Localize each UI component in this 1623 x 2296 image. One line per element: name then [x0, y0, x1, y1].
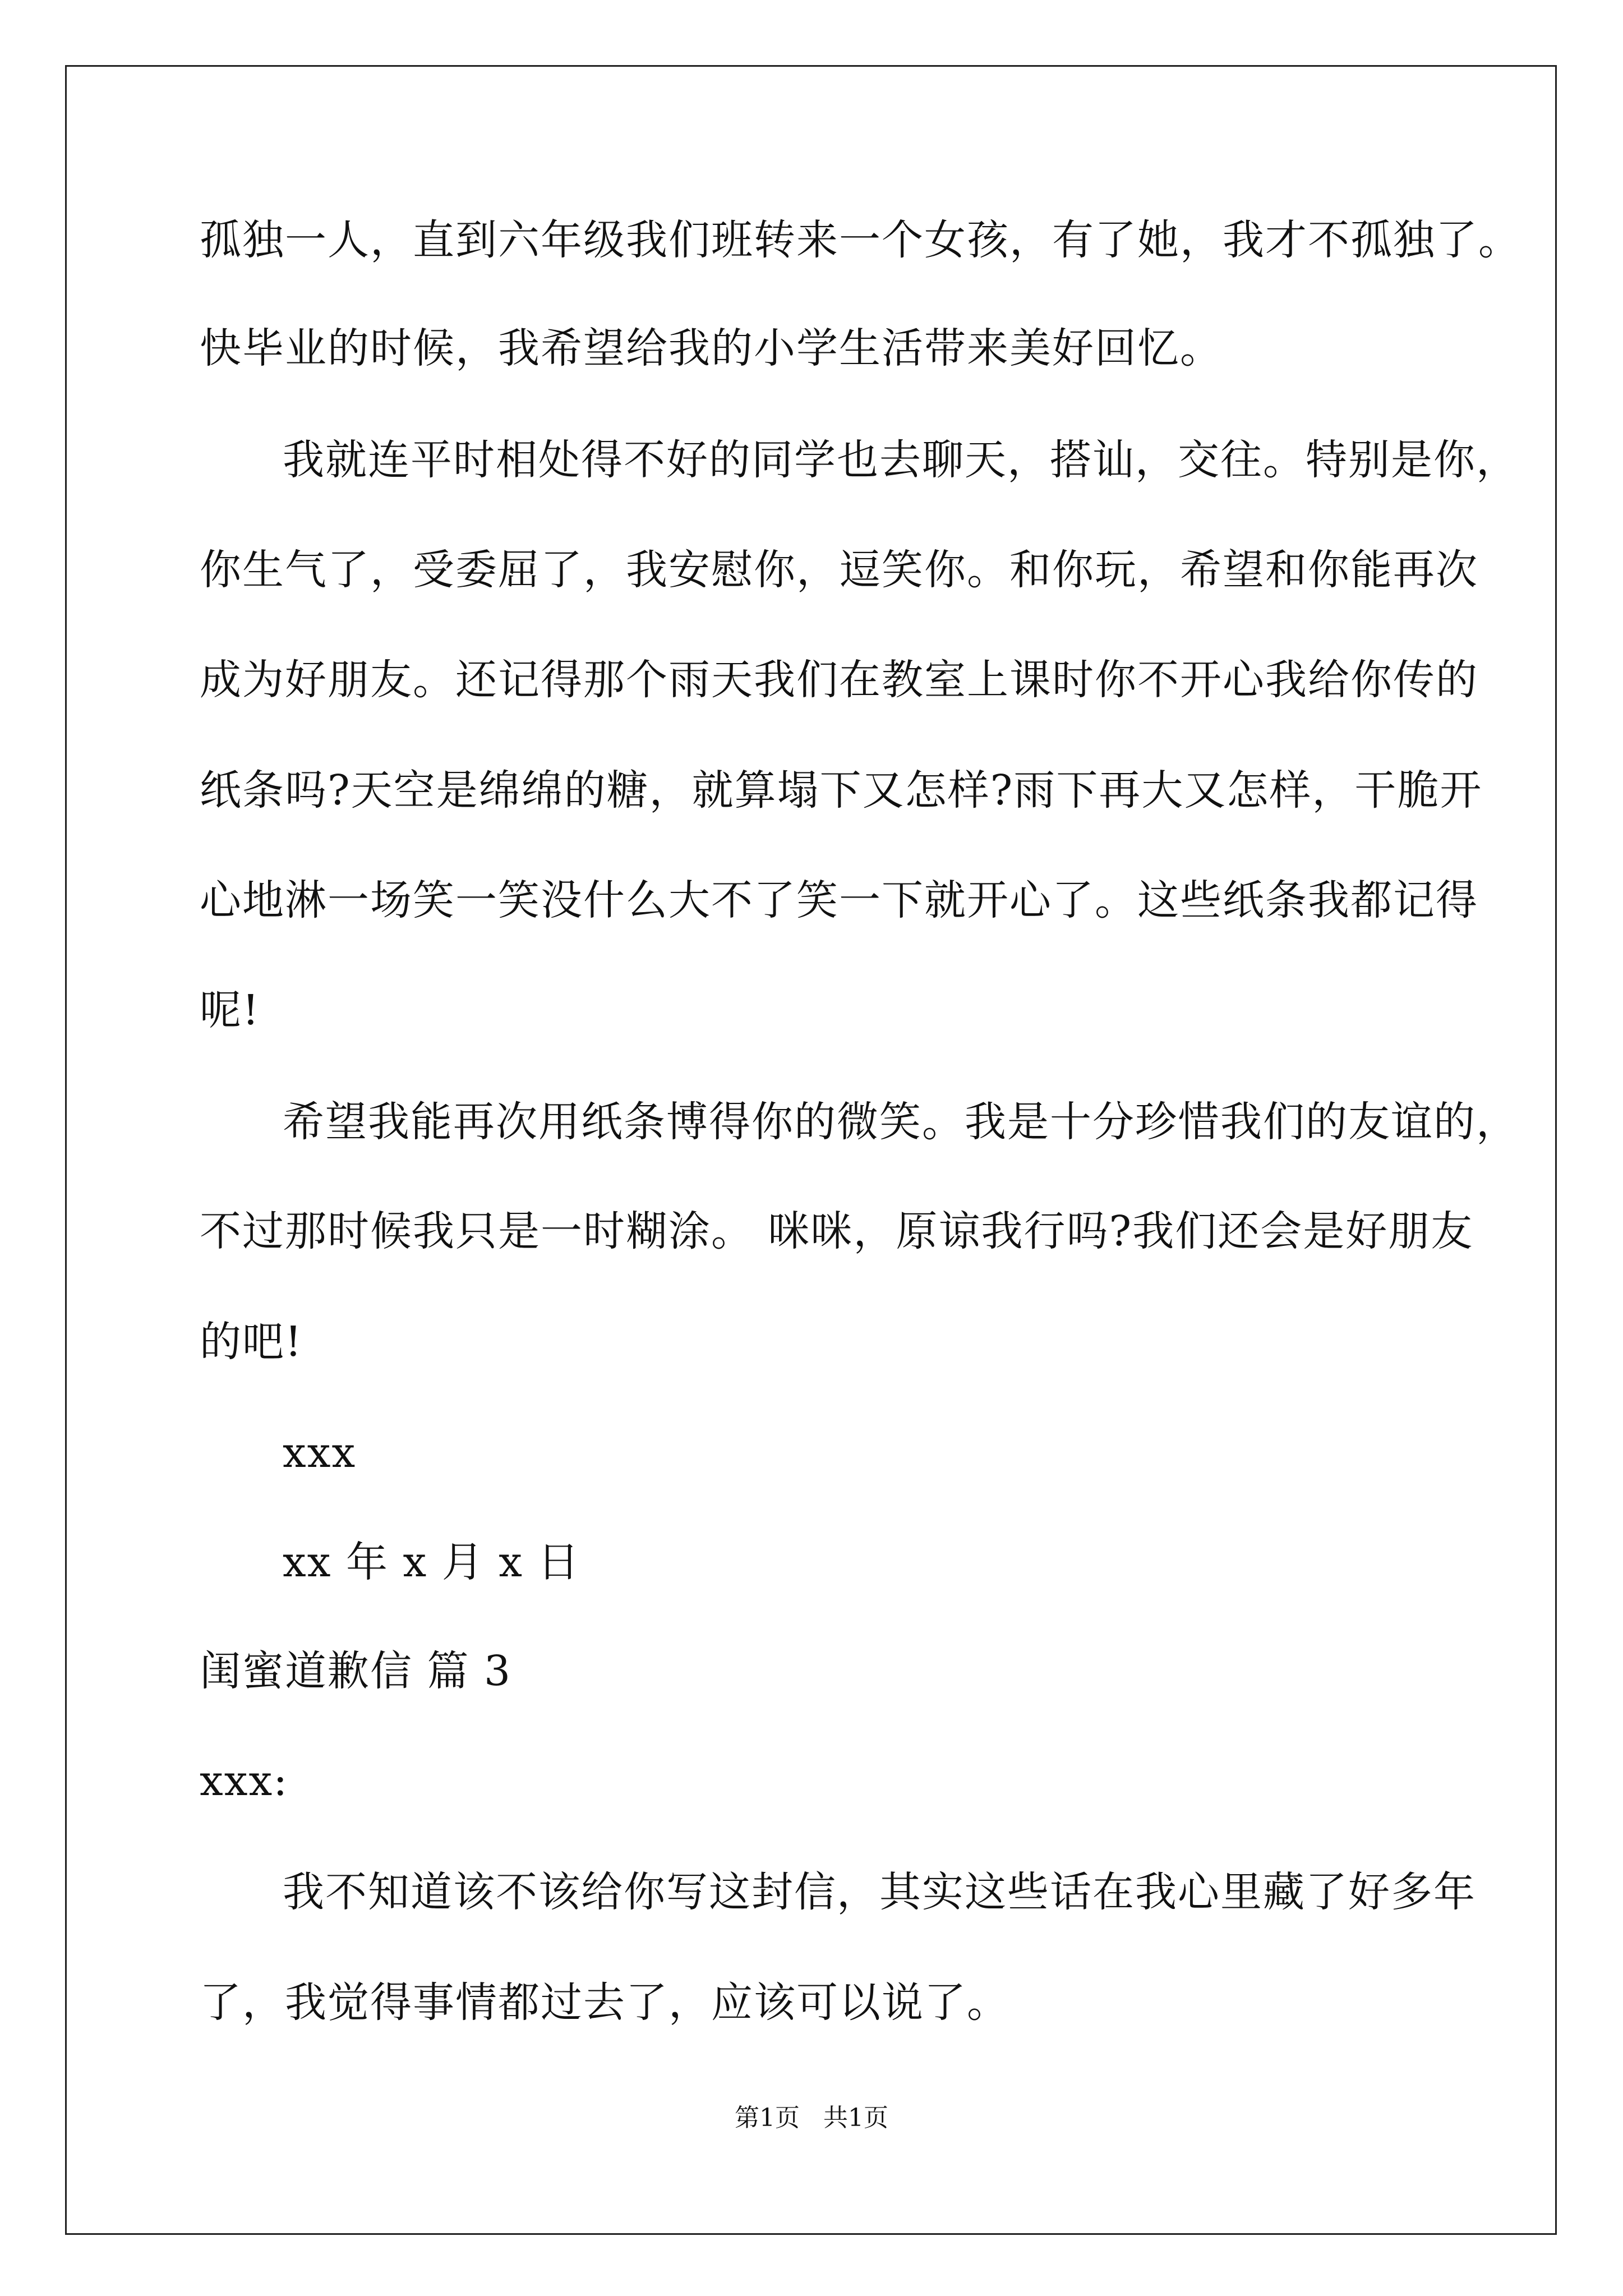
paragraph-start: 希望我能再次用纸条博得你的微笑。我是十分珍惜我们的友谊的，	[283, 1098, 1519, 1146]
date-line: xx 年 x 月 x 日	[283, 1538, 580, 1586]
text-line: 心地淋一场笑一笑没什么大不了笑一下就开心了。这些纸条我都记得	[200, 876, 1478, 924]
text-line: 纸条吗?天空是绵绵的糖，就算塌下又怎样?雨下再大又怎样，干脆开	[200, 766, 1483, 815]
text-line: 成为好朋友。还记得那个雨天我们在教室上课时你不开心我给你传的	[200, 656, 1478, 704]
text-line: 快毕业的时候，我希望给我的小学生活带来美好回忆。	[200, 324, 1223, 372]
paragraph-start: 我就连平时相处得不好的同学也去聊天，搭讪，交往。特别是你，	[283, 436, 1519, 484]
text-line: 你生气了，受委屈了，我安慰你，逗笑你。和你玩，希望和你能再次	[200, 546, 1478, 594]
text-line: 孤独一人，直到六年级我们班转来一个女孩，有了她，我才不孤独了。	[200, 216, 1521, 264]
signature: xxx	[283, 1429, 357, 1477]
section-heading: 闺蜜道歉信 篇 3	[200, 1647, 512, 1695]
paragraph-start: 我不知道该不该给你写这封信，其实这些话在我心里藏了好多年	[283, 1868, 1476, 1916]
salutation: xxx:	[200, 1757, 289, 1805]
text-line: 的吧!	[200, 1318, 303, 1366]
text-line: 不过那时候我只是一时糊涂。 咪咪，原谅我行吗?我们还会是好朋友	[200, 1207, 1474, 1255]
page-number-footer: 第1页 共1页	[735, 2104, 888, 2132]
text-line: 了，我觉得事情都过去了，应该可以说了。	[200, 1978, 1009, 2027]
text-line: 呢!	[200, 986, 260, 1034]
